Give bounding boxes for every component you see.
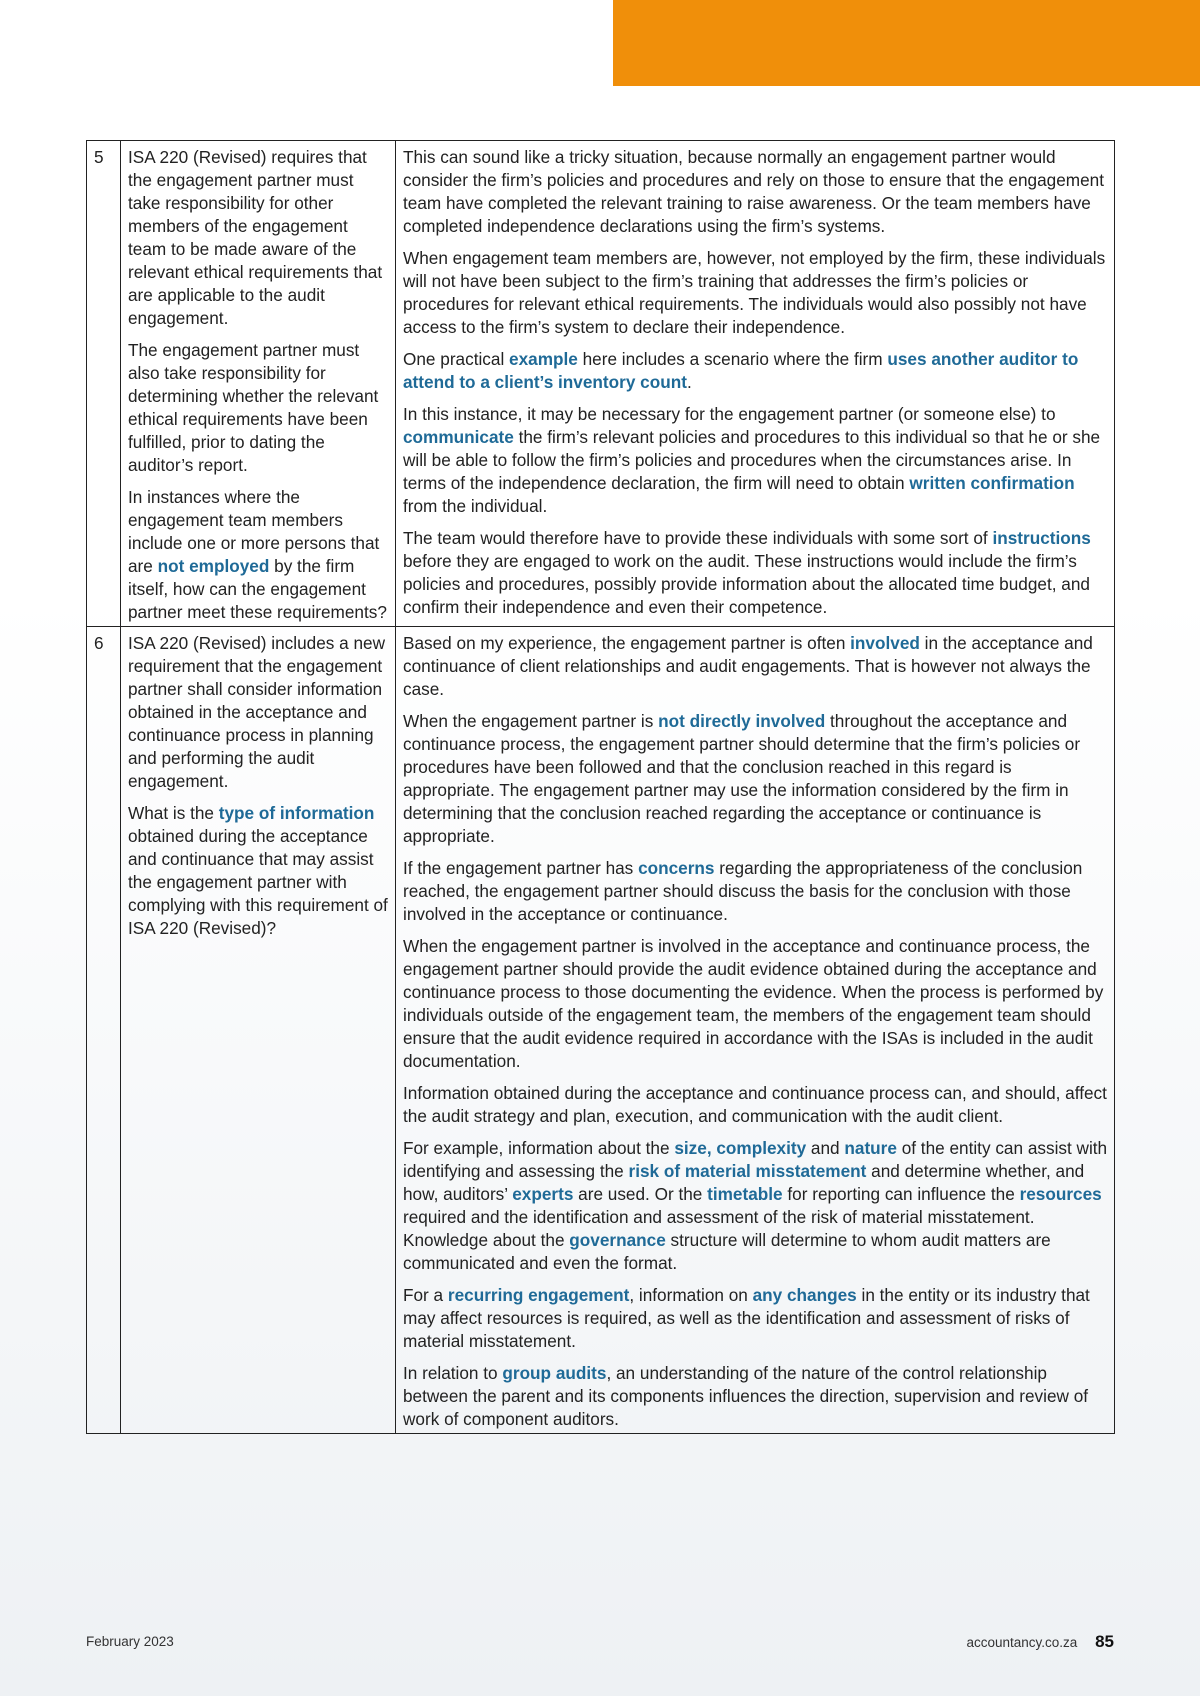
highlighted-text: concerns <box>638 858 715 878</box>
highlighted-text: any changes <box>752 1285 857 1305</box>
answer-paragraph <box>403 1284 1108 1353</box>
text-run: For a <box>403 1285 448 1305</box>
row-number: 6 <box>87 627 121 1434</box>
highlighted-text: involved <box>850 633 920 653</box>
highlighted-text: type of information <box>218 803 375 823</box>
highlighted-text: instructions <box>992 528 1091 548</box>
question-cell <box>121 627 396 1434</box>
table-row <box>87 627 1115 1434</box>
text-run: In relation to <box>403 1363 503 1383</box>
highlighted-text: group audits <box>502 1363 607 1383</box>
answer-paragraph <box>403 1362 1108 1431</box>
text-run: . <box>686 372 692 392</box>
highlighted-text: example <box>509 349 578 369</box>
highlighted-text: not employed <box>157 556 270 576</box>
text-run: are used. Or the <box>573 1184 708 1204</box>
highlighted-text: size, complexity <box>674 1138 807 1158</box>
text-run: regarding the appropriateness of the conclusion reached, the engagement partner should discuss the basis for the conclusion with those involved in the acceptance or continuance. <box>403 858 1083 924</box>
text-run: When engagement team members are, however, not employed by the firm, these individuals will not have been subject to the firm’s training that addresses the firm’s policies or procedures for relevant ethical requirements. The individuals would also possibly not have access to the firm’s system to declare their independence. <box>403 248 1106 337</box>
question-cell <box>121 141 396 627</box>
highlighted-text: experts <box>512 1184 574 1204</box>
text-run: If the engagement partner has <box>403 858 639 878</box>
answer-paragraph <box>403 1137 1108 1275</box>
text-run: In this instance, it may be necessary for the engagement partner (or someone else) to <box>403 404 1056 424</box>
answer-paragraph <box>403 403 1108 518</box>
qa-table-body <box>87 141 1115 1434</box>
text-run: in the entity or its industry that may affect resources is required, as well as the identification and assessment of risks of material misstatement. <box>403 1285 1090 1351</box>
text-run: in the acceptance and continuance of client relationships and audit engagements. That is however not always the case. <box>403 633 1093 699</box>
text-run: throughout the acceptance and continuance process, the engagement partner should determine that the firm’s policies or procedures have been followed and that the conclusion reached in this regard is appropriate. The engagement partner may use the information considered by the firm in determining that the conclusion reached regarding the acceptance or continuance is appropriate. <box>403 711 1081 846</box>
answer-cell <box>396 627 1115 1434</box>
answer-paragraph <box>403 710 1108 848</box>
question-paragraph <box>128 486 389 624</box>
text-run: , an understanding of the nature of the control relationship between the parent and its components influences the direction, supervision and review of work of component auditors. <box>403 1363 1089 1429</box>
answer-paragraph <box>403 146 1108 238</box>
highlighted-text: not directly involved <box>658 711 826 731</box>
answer-paragraph <box>403 632 1108 701</box>
question-paragraph <box>128 632 389 793</box>
text-run: In instances where the engagement team members include one or more persons that are <box>128 487 380 576</box>
text-run: Information obtained during the acceptance and continuance process can, and should, affect the audit strategy and plan, execution, and communication with the audit client. <box>403 1083 1107 1126</box>
highlighted-text: nature <box>844 1138 897 1158</box>
highlighted-text: recurring engagement <box>447 1285 630 1305</box>
text-run: the firm’s relevant policies and procedures to this individual so that he or she will be able to follow the firm’s policies and procedures when the circumstances arise. In terms of the independence declaration, the firm will need to obtain <box>403 427 1101 493</box>
question-paragraph <box>128 339 389 477</box>
answer-paragraph <box>403 935 1108 1073</box>
question-paragraph <box>128 146 389 330</box>
text-run: Based on my experience, the engagement partner is often <box>403 633 851 653</box>
answer-paragraph <box>403 247 1108 339</box>
text-run: When the engagement partner is <box>403 711 659 731</box>
text-run: obtained during the acceptance and continuance that may assist the engagement partner with complying with this requirement of ISA 220 (Revised)? <box>128 826 388 938</box>
text-run: before they are engaged to work on the audit. These instructions would include the firm’s policies and procedures, possibly provide information about the allocated time budget, and confirm their independence and even their competence. <box>403 551 1090 617</box>
text-run: ISA 220 (Revised) requires that the engagement partner must take responsibility for other members of the engagement team to be made aware of the relevant ethical requirements that are applicable to the audit engagement. <box>128 147 383 328</box>
page-number: 85 <box>1095 1632 1114 1651</box>
text-run: What is the <box>128 803 219 823</box>
text-run: and <box>806 1138 845 1158</box>
text-run: required and the identification and assessment of the risk of material misstatement. Knowledge about the <box>403 1207 1035 1250</box>
footer-site: accountancy.co.za <box>966 1635 1078 1650</box>
text-run: This can sound like a tricky situation, because normally an engagement partner would consider the firm’s policies and procedures and rely on those to ensure that the engagement team have completed the relevant training to raise awareness. Or the team members have completed independence declarations using the firm’s systems. <box>403 147 1104 236</box>
text-run: For example, information about the <box>403 1138 675 1158</box>
answer-paragraph <box>403 527 1108 619</box>
text-run: for reporting can influence the <box>782 1184 1020 1204</box>
text-run: ISA 220 (Revised) includes a new requirement that the engagement partner shall consider information obtained in the acceptance and continuance process in planning and performing the audit engagement. <box>128 633 385 791</box>
text-run: from the individual. <box>403 496 548 516</box>
highlighted-text: communicate <box>403 427 514 447</box>
footer-date: February 2023 <box>86 1634 174 1649</box>
text-run: of the entity can assist with identifying and assessing the <box>403 1138 1108 1181</box>
text-run: here includes a scenario where the firm <box>577 349 888 369</box>
footer-right <box>966 1632 1114 1652</box>
text-run: The team would therefore have to provide these individuals with some sort of <box>403 528 993 548</box>
text-run: One practical <box>403 349 510 369</box>
header-accent-bar <box>613 0 1200 86</box>
text-run: by the firm itself, how can the engagement partner meet these requirements? <box>128 556 387 622</box>
table-row <box>87 141 1115 627</box>
text-run: structure will determine to whom audit matters are communicated and even the format. <box>403 1230 1051 1273</box>
highlighted-text: resources <box>1019 1184 1102 1204</box>
text-run: and determine whether, and how, auditors’ <box>403 1161 1085 1204</box>
text-run: , information on <box>629 1285 753 1305</box>
highlighted-text: risk of material misstatement <box>628 1161 867 1181</box>
row-number: 5 <box>87 141 121 627</box>
highlighted-text: written confirmation <box>909 473 1075 493</box>
text-run: The engagement partner must also take responsibility for determining whether the relevant ethical requirements have been fulfilled, prior to dating the auditor’s report. <box>128 340 379 475</box>
highlighted-text: uses another auditor to attend to a client’s inventory count <box>403 349 1079 392</box>
answer-cell <box>396 141 1115 627</box>
highlighted-text: governance <box>569 1230 666 1250</box>
qa-table <box>86 140 1115 1434</box>
answer-paragraph <box>403 1082 1108 1128</box>
highlighted-text: timetable <box>707 1184 783 1204</box>
answer-paragraph <box>403 857 1108 926</box>
question-paragraph <box>128 802 389 940</box>
text-run: When the engagement partner is involved in the acceptance and continuance process, the engagement partner should provide the audit evidence obtained during the acceptance and continuance process to those documenting the evidence. When the process is performed by individuals outside of the engagement team, the members of the engagement team should ensure that the audit evidence required in accordance with the ISAs is included in the audit documentation. <box>403 936 1104 1071</box>
answer-paragraph <box>403 348 1108 394</box>
